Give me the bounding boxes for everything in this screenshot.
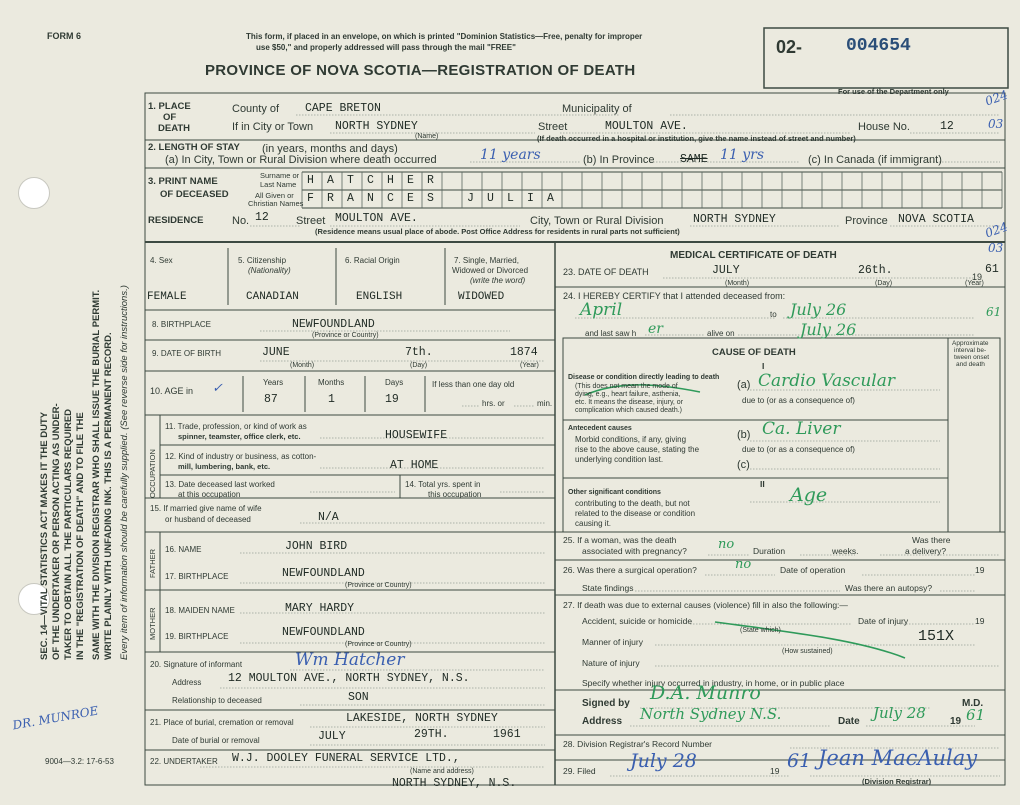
name-letter-box: I bbox=[527, 192, 534, 205]
cause-roman-1: I bbox=[762, 361, 765, 371]
cause-title: CAUSE OF DEATH bbox=[712, 347, 796, 358]
mother-name-label: 18. MAIDEN NAME bbox=[165, 606, 235, 615]
operation-date-label: Date of operation bbox=[780, 565, 846, 575]
side-instruction-6: WRITE PLAINLY WITH UNFADING INK. THIS IS A PERMANENT RECORD. bbox=[103, 332, 114, 660]
residence-street-label: Street bbox=[296, 215, 326, 227]
last-worked-label-2: at this occupation bbox=[178, 490, 241, 499]
signed-by-label: Signed by bbox=[582, 698, 630, 709]
death-day: 26th. bbox=[858, 264, 893, 277]
margin-note: DR. MUNROE bbox=[11, 703, 100, 733]
envelope-note-2: use $50," and properly addressed will pass through the mail "FREE" bbox=[256, 43, 516, 52]
death-month: JULY bbox=[712, 264, 740, 277]
interval-label-4: and death bbox=[956, 361, 985, 368]
death-year-hint: (Year) bbox=[965, 280, 984, 287]
residence-note: (Residence means usual place of abode. Post Office Address for residents in rural parts not sufficient) bbox=[315, 227, 680, 236]
dob-day-hint: (Day) bbox=[410, 362, 428, 369]
residence-province: NOVA SCOTIA bbox=[898, 213, 974, 226]
age-months-label: Months bbox=[318, 378, 345, 387]
other-label-2: contributing to the death, but not bbox=[575, 499, 690, 508]
antecedent-label-2: Morbid conditions, if any, giving bbox=[575, 435, 687, 444]
punch-hole-top bbox=[18, 177, 50, 209]
name-label-1: 3. PRINT NAME bbox=[148, 176, 218, 187]
department-use-label: For use of the Department only bbox=[838, 87, 949, 96]
death-year-prefix: 19 bbox=[972, 272, 983, 282]
residence-no: 12 bbox=[255, 211, 269, 224]
birthplace-value: NEWFOUNDLAND bbox=[292, 318, 375, 331]
department-code-2: 03 bbox=[988, 117, 1004, 131]
birthplace-label: 8. BIRTHPLACE bbox=[152, 320, 211, 329]
cause-b-value: Ca. Liver bbox=[762, 419, 841, 439]
filed-year: 61 bbox=[787, 750, 812, 772]
city-value: NORTH SYDNEY bbox=[335, 120, 418, 133]
immediate-label-4: etc. It means the disease, injury, or bbox=[575, 399, 684, 406]
cause-c-marker: (c) bbox=[737, 459, 750, 471]
county-label: County of bbox=[232, 103, 280, 115]
how-sustained-hint: (How sustained) bbox=[782, 648, 833, 655]
name-hint: (Name) bbox=[415, 133, 439, 140]
name-letter-box: A bbox=[327, 174, 334, 187]
stay-b-value: SAME bbox=[680, 153, 708, 166]
name-letter-box: A bbox=[547, 192, 554, 205]
name-letter-box: H bbox=[387, 174, 394, 187]
registrar-signature: Jean MacAulay bbox=[818, 746, 978, 770]
other-label-3: related to the disease or condition bbox=[575, 509, 696, 518]
industry-value: AT HOME bbox=[390, 459, 439, 472]
delivery-label-2: a delivery? bbox=[905, 546, 947, 556]
residence-city: NORTH SYDNEY bbox=[693, 213, 776, 226]
municipality-label: Municipality of bbox=[562, 103, 632, 115]
q27-label: 27. If death was due to external causes (violence) fill in also the following:— bbox=[563, 600, 848, 610]
residence-no-label: No. bbox=[232, 215, 250, 227]
father-birthplace-label: 17. BIRTHPLACE bbox=[165, 572, 229, 581]
sex-label: 4. Sex bbox=[150, 256, 173, 265]
stay-b-label: (b) In Province bbox=[583, 154, 655, 166]
father-birthplace-hint: (Province or Country) bbox=[345, 582, 412, 589]
nature-label: Nature of injury bbox=[582, 658, 640, 668]
side-instruction-4: IN THE "REGISTRATION OF DEATH" AND TO FILE THE bbox=[75, 412, 86, 660]
county-value: CAPE BRETON bbox=[305, 102, 381, 115]
name-letter-box: S bbox=[427, 192, 434, 205]
department-code-1: 024 bbox=[983, 87, 1010, 109]
medical-title: MEDICAL CERTIFICATE OF DEATH bbox=[670, 250, 837, 261]
manner-stamp: 151X bbox=[918, 628, 955, 645]
alive-on-label: alive on bbox=[707, 329, 735, 338]
specify-label: Specify whether injury occurred in industry, in home, or in public place bbox=[582, 678, 845, 688]
industry-label-1: 12. Kind of industry or business, as cotton- bbox=[165, 452, 317, 461]
last-saw-label: and last saw h bbox=[585, 329, 637, 338]
name-letter-box: L bbox=[507, 192, 514, 205]
md-label: M.D. bbox=[962, 698, 984, 709]
due-to-label-1: due to (or as a consequence of) bbox=[742, 396, 855, 405]
findings-label: State findings bbox=[582, 583, 634, 593]
name-letter-box: F bbox=[307, 192, 314, 205]
registration-number: 004654 bbox=[846, 36, 911, 56]
trade-label-2: spinner, teamster, office clerk, etc. bbox=[178, 432, 301, 441]
attended-from: April bbox=[580, 300, 623, 320]
registrar-hint: (Division Registrar) bbox=[862, 777, 932, 786]
dob-month: JUNE bbox=[262, 346, 290, 359]
signer-year-prefix: 19 bbox=[950, 716, 962, 727]
injury-date-label: Date of injury bbox=[858, 616, 909, 626]
immediate-label-2: (This does not mean the mode of bbox=[575, 383, 678, 390]
antecedent-label-4: underlying condition last. bbox=[575, 455, 664, 464]
informant-relation-label: Relationship to deceased bbox=[172, 696, 262, 705]
stay-b-hand: 11 yrs bbox=[720, 147, 765, 163]
trade-value: HOUSEWIFE bbox=[385, 429, 448, 442]
state-which-hint: (State which) bbox=[740, 627, 781, 634]
cause-a-marker: (a) bbox=[737, 379, 751, 391]
citizenship-value: CANADIAN bbox=[246, 291, 299, 303]
mother-birthplace-hint: (Province or Country) bbox=[345, 641, 412, 648]
age-min-label: min. bbox=[537, 399, 553, 408]
name-letter-box: T bbox=[347, 174, 354, 187]
name-letter-box: U bbox=[487, 192, 494, 205]
racial-label: 6. Racial Origin bbox=[345, 256, 400, 265]
certify-label: 24. I HEREBY CERTIFY that I attended deceased from: bbox=[563, 291, 786, 301]
registration-prefix: 02- bbox=[776, 37, 803, 57]
mother-birthplace: NEWFOUNDLAND bbox=[282, 626, 365, 639]
attended-year: 61 bbox=[986, 305, 1002, 319]
age-months: 1 bbox=[328, 393, 335, 406]
signer-year-value: 61 bbox=[966, 706, 986, 724]
name-letter-box: C bbox=[387, 192, 394, 205]
interval-label-3: tween onset bbox=[954, 354, 990, 361]
father-side-label: FATHER bbox=[148, 548, 157, 578]
city-label: If in City or Town bbox=[232, 121, 314, 133]
side-instruction-5: SAME WITH THE DIVISION REGISTRAR WHO SHALL ISSUE THE BURIAL PERMIT. bbox=[91, 289, 102, 660]
delivery-label-1: Was there bbox=[912, 535, 951, 545]
side-instruction-7: Every item of information should be carefully supplied. (See reverse side for instructions.) bbox=[119, 285, 130, 660]
department-code-3: 024 bbox=[983, 219, 1010, 241]
marital-value: WIDOWED bbox=[458, 291, 505, 303]
burial-place-label: 21. Place of burial, cremation or removal bbox=[150, 718, 294, 727]
marital-label-3: (write the word) bbox=[470, 276, 526, 285]
dob-year-hint: (Year) bbox=[520, 362, 539, 369]
signer-date-label: Date bbox=[838, 716, 860, 727]
signed-by-value: D.A. Munro bbox=[650, 682, 761, 704]
name-letter-box: C bbox=[367, 174, 374, 187]
other-label-1: Other significant conditions bbox=[568, 489, 661, 496]
attended-to-label: to bbox=[770, 310, 777, 319]
birthplace-hint: (Province or Country) bbox=[312, 332, 379, 339]
racial-value: ENGLISH bbox=[356, 291, 403, 303]
undertaker-name: W.J. DOOLEY FUNERAL SERVICE LTD., bbox=[232, 752, 460, 765]
death-year: 61 bbox=[985, 263, 999, 276]
stay-label: 2. LENGTH OF STAY bbox=[148, 142, 240, 153]
q25-label-2: associated with pregnancy? bbox=[582, 546, 687, 556]
q25-label-1: 25. If a woman, was the death bbox=[563, 535, 677, 545]
undertaker-hint: (Name and address) bbox=[410, 768, 474, 775]
death-month-hint: (Month) bbox=[725, 280, 750, 287]
mother-side-label: MOTHER bbox=[148, 607, 157, 640]
spouse-label-2: or husband of deceased bbox=[165, 515, 251, 524]
informant-address: 12 MOULTON AVE., NORTH SYDNEY, N.S. bbox=[228, 672, 470, 685]
house-label: House No. bbox=[858, 121, 910, 133]
alive-on-date: July 26 bbox=[800, 320, 857, 339]
mother-name: MARY HARDY bbox=[285, 602, 355, 615]
name-label-2: OF DECEASED bbox=[160, 189, 229, 200]
envelope-note-1: This form, if placed in an envelope, on which is printed "Dominion Statistics—Free, penalty for improper bbox=[246, 32, 643, 41]
age-years: 87 bbox=[264, 393, 278, 406]
sex-value: FEMALE bbox=[147, 291, 187, 303]
informant-sig-label: 20. Signature of informant bbox=[150, 660, 243, 669]
filed-year-prefix: 19 bbox=[770, 766, 780, 776]
industry-label-2: mill, lumbering, bank, etc. bbox=[178, 462, 271, 471]
age-check: ✓ bbox=[212, 381, 223, 396]
weeks-label: weeks. bbox=[832, 546, 859, 556]
side-instruction-3: TAKER TO OBTAIN ALL THE PARTICULARS REQUIRED bbox=[63, 408, 74, 660]
father-name: JOHN BIRD bbox=[285, 540, 348, 553]
age-days: 19 bbox=[385, 393, 399, 406]
place-label-1: 1. PLACE bbox=[148, 101, 191, 112]
name-letter-box: R bbox=[327, 192, 334, 205]
signer-date-value: July 28 bbox=[873, 704, 926, 722]
undertaker-label: 22. UNDERTAKER bbox=[150, 757, 218, 766]
other-label-4: causing it. bbox=[575, 519, 612, 528]
total-years-label-1: 14. Total yrs. spent in bbox=[405, 480, 481, 489]
name-letter-box: A bbox=[347, 192, 354, 205]
dob-year: 1874 bbox=[510, 346, 538, 359]
cause-roman-2: II bbox=[760, 479, 765, 489]
place-label-2: OF bbox=[163, 112, 177, 123]
form-number: FORM 6 bbox=[47, 31, 82, 41]
residence-city-label: City, Town or Rural Division bbox=[530, 215, 664, 227]
occupation-side-label: OCCUPATION bbox=[148, 449, 157, 498]
name-letter-box: E bbox=[407, 174, 414, 187]
interval-label-2: interval be- bbox=[954, 347, 987, 354]
given-label-1: All Given or bbox=[255, 191, 294, 200]
department-code-4: 03 bbox=[988, 241, 1004, 255]
q25-value: no bbox=[718, 537, 735, 552]
marital-label-1: 7. Single, Married, bbox=[454, 256, 519, 265]
record-number-label: 28. Division Registrar's Record Number bbox=[563, 739, 713, 749]
given-label-2: Christian Names bbox=[248, 199, 304, 208]
burial-day: 29TH. bbox=[414, 728, 449, 741]
stay-a-value: 11 years bbox=[480, 147, 541, 163]
dob-label: 9. DATE OF BIRTH bbox=[152, 349, 222, 358]
informant-relation: SON bbox=[348, 691, 369, 704]
due-to-label-2: due to (or as a consequence of) bbox=[742, 445, 855, 454]
print-code: 9004—3.2: 17-6-53 bbox=[45, 757, 114, 766]
name-letter-box: J bbox=[467, 192, 474, 205]
burial-year: 1961 bbox=[493, 728, 521, 741]
antecedent-label-3: rise to the above cause, stating the bbox=[575, 445, 700, 454]
trade-label-1: 11. Trade, profession, or kind of work as bbox=[165, 422, 307, 431]
manner-label: Manner of injury bbox=[582, 637, 643, 647]
hospital-note: (If death occurred in a hospital or institution, give the name instead of street and number) bbox=[537, 134, 856, 143]
citizenship-label-1: 5. Citizenship bbox=[238, 256, 287, 265]
burial-month: JULY bbox=[318, 730, 346, 743]
name-letter-box: R bbox=[427, 174, 434, 187]
operation-year: 19 bbox=[975, 565, 985, 575]
q26-label: 26. Was there a surgical operation? bbox=[563, 565, 697, 575]
age-label: 10. AGE in bbox=[150, 386, 194, 396]
spouse-label-1: 15. If married give name of wife bbox=[150, 504, 262, 513]
antecedent-label-1: Antecedent causes bbox=[568, 425, 632, 432]
dob-month-hint: (Month) bbox=[290, 362, 315, 369]
interval-label-1: Approximate bbox=[952, 340, 989, 347]
marital-label-2: Widowed or Divorced bbox=[452, 266, 529, 275]
age-hrs-label: hrs. or bbox=[482, 399, 505, 408]
spouse-value: N/A bbox=[318, 511, 339, 524]
stay-hint: (in years, months and days) bbox=[262, 143, 398, 155]
age-years-label: Years bbox=[263, 378, 284, 387]
age-days-label: Days bbox=[385, 378, 404, 387]
cause-b-marker: (b) bbox=[737, 429, 751, 441]
side-instruction-2: OF THE UNDERTAKER OR PERSON ACTING AS UNDER- bbox=[51, 403, 62, 660]
street-label: Street bbox=[538, 121, 568, 133]
informant-signature: Wm Hatcher bbox=[295, 650, 405, 670]
stay-a-label: (a) In City, Town or Rural Division where death occurred bbox=[165, 154, 437, 166]
signer-address-label: Address bbox=[582, 716, 623, 727]
informant-address-label: Address bbox=[172, 678, 202, 687]
immediate-label-3: dying, e.g., heart failure, asthenia, bbox=[575, 391, 681, 398]
burial-place: LAKESIDE, NORTH SYDNEY bbox=[346, 712, 498, 725]
cause-a-value: Cardio Vascular bbox=[758, 371, 895, 391]
residence-province-label: Province bbox=[845, 215, 888, 227]
side-instruction-1: SEC. 14—VITAL STATISTICS ACT MAKES IT THE DUTY bbox=[39, 411, 50, 660]
surname-label-1: Surname or bbox=[260, 171, 300, 180]
burial-date-label: Date of burial or removal bbox=[172, 736, 260, 745]
father-name-label: 16. NAME bbox=[165, 545, 202, 554]
place-label-3: DEATH bbox=[158, 123, 191, 134]
injury-year: 19 bbox=[975, 616, 985, 626]
death-date-label: 23. DATE OF DEATH bbox=[563, 267, 649, 277]
street-value: MOULTON AVE. bbox=[605, 120, 688, 133]
total-years-label-2: this occupation bbox=[428, 490, 482, 499]
attended-to: July 26 bbox=[790, 300, 847, 319]
filed-label: 29. Filed bbox=[563, 766, 596, 776]
filed-date: July 28 bbox=[630, 750, 697, 772]
stay-c-label: (c) In Canada (if immigrant) bbox=[808, 154, 942, 166]
undertaker-address: NORTH SYDNEY, N.S. bbox=[392, 777, 517, 790]
residence-street: MOULTON AVE. bbox=[335, 212, 418, 225]
citizenship-label-2: (Nationality) bbox=[248, 266, 291, 275]
accident-label: Accident, suicide or homicide bbox=[582, 616, 693, 626]
father-birthplace: NEWFOUNDLAND bbox=[282, 567, 365, 580]
name-letter-box: N bbox=[367, 192, 374, 205]
name-letter-box: E bbox=[407, 192, 414, 205]
duration-label: Duration bbox=[753, 546, 786, 556]
autopsy-label: Was there an autopsy? bbox=[845, 583, 933, 593]
immediate-label-1: Disease or condition directly leading to death bbox=[568, 374, 720, 381]
last-worked-label-1: 13. Date deceased last worked bbox=[165, 480, 275, 489]
mother-birthplace-label: 19. BIRTHPLACE bbox=[165, 632, 229, 641]
q26-value: no bbox=[735, 557, 752, 572]
last-saw-pronoun: er bbox=[648, 321, 663, 337]
dob-day: 7th. bbox=[405, 346, 433, 359]
other-value: Age bbox=[790, 484, 828, 506]
surname-label-2: Last Name bbox=[260, 180, 297, 189]
house-value: 12 bbox=[940, 120, 954, 133]
death-day-hint: (Day) bbox=[875, 280, 893, 287]
age-under-label: If less than one day old bbox=[432, 380, 515, 389]
immediate-label-5: complication which caused death.) bbox=[575, 407, 683, 414]
residence-label: RESIDENCE bbox=[148, 215, 204, 226]
signer-address-value: North Sydney N.S. bbox=[640, 705, 782, 723]
name-letter-box: H bbox=[307, 174, 314, 187]
form-title: PROVINCE OF NOVA SCOTIA—REGISTRATION OF DEATH bbox=[205, 62, 636, 79]
